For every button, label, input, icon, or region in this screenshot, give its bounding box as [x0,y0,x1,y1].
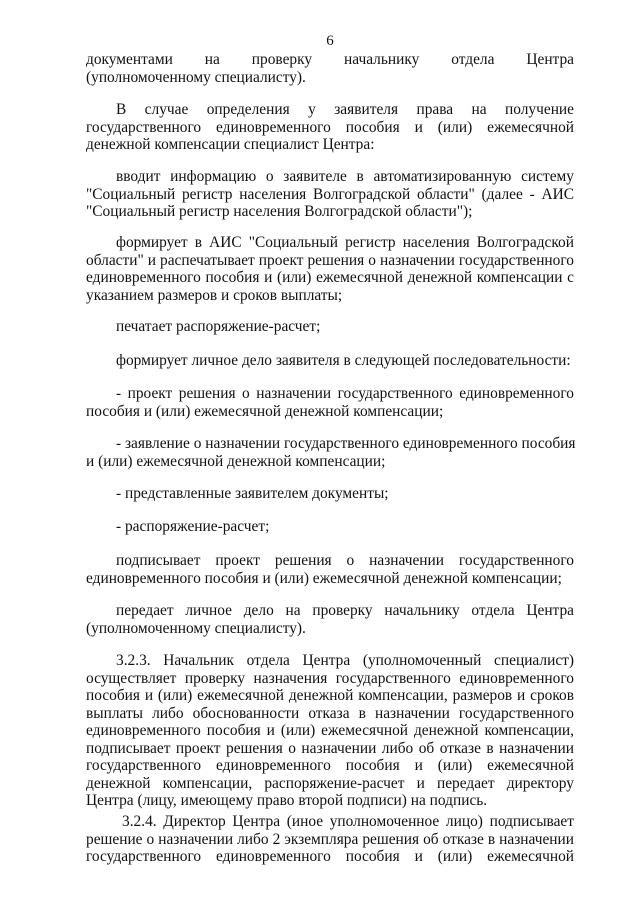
text-line: формирует в АИС "Социальный регистр населения Волгоградской [116,234,574,251]
text-line: подписывает проект решения о назначении государственного [116,552,574,569]
text-line: 3.2.3. Начальник отдела Центра (уполномоченный специалист) [116,652,574,669]
paragraph [86,234,574,304]
paragraph [86,485,574,503]
text-line: единовременного пособия и (или) ежемесячной денежной компенсации; [86,569,562,587]
text-line: "Социальный регистр населения Волгоградской области"); [86,203,473,220]
paragraph [86,352,574,370]
paragraph [86,385,574,420]
text-line: - проект решения о назначении государственного единовременного [116,385,574,402]
text-line: государственного единовременного пособия и (или) ежемесячной [86,848,574,865]
text-line: - заявление о назначении государственного единовременного пособия [116,435,576,452]
text-line: решение о назначении либо 2 экземпляра решения об отказе в назначении [86,830,574,848]
text-line: Центра (лицу, имеющему право второй подписи) на подпись. [86,792,488,809]
text-line: "Социальный регистр населения Волгоградской области" (далее - АИС [86,185,574,203]
paragraph [86,652,574,810]
paragraph [86,51,574,86]
text-line: единовременного пособия и (или) ежемесячной денежной компенсации с [86,269,574,286]
text-line: вводит информацию о заявителе в автоматизированную систему [116,168,574,185]
paragraph [86,602,574,637]
page-number: 6 [326,33,334,49]
text-line: указанием размеров и сроков выплаты; [86,286,343,304]
text-line: пособия и (или) ежемесячной денежной компенсации, размеров и сроков [86,687,574,704]
paragraph [86,318,574,336]
paragraph [86,168,574,221]
text-line: денежной компенсации, распоряжение-расчет и передает директору [86,774,574,792]
text-line: выплаты либо обоснованности отказа в назначении государственного [86,704,574,722]
text-line: В случае определения у заявителя права на получение [116,101,574,118]
paragraph [86,101,574,154]
text-line: документами на проверку начальнику отдела Центра [86,51,574,68]
paragraph [86,552,574,587]
text-line: подписывает проект решения о назначении либо об отказе в назначении [86,739,574,757]
text-line: - представленные заявителем документы; [116,485,389,502]
text-line: государственного единовременного пособия и (или) ежемесячной [86,757,574,774]
text-line: формирует личное дело заявителя в следующей последовательности: [116,352,571,369]
text-line: и (или) ежемесячной денежной компенсации; [86,452,386,470]
text-line: передает личное дело на проверку начальнику отдела Центра [116,602,574,619]
paragraph [86,518,574,536]
text-line: единовременного пособия и (или) ежемесячной денежной компенсации, [86,722,574,739]
text-line: (уполномоченному специалисту). [86,619,306,637]
text-line: - распоряжение-расчет; [116,518,270,535]
text-line: области" и распечатывает проект решения о назначении государственного [86,251,574,269]
text-line: (уполномоченному специалисту). [86,68,306,86]
text-line: государственного единовременного пособия и (или) ежемесячной [86,118,574,136]
text-line: денежной компенсации специалист Центра: [86,136,375,153]
text-line: 3.2.4. Директор Центра (иное уполномоченное лицо) подписывает [122,813,574,830]
text-line: пособия и (или) ежемесячной денежной компенсации; [86,402,444,420]
paragraph [86,435,574,470]
text-line: осуществляет проверку назначения государственного единовременного [86,669,574,687]
paragraph [86,813,574,866]
text-line: печатает распоряжение-расчет; [116,318,321,335]
